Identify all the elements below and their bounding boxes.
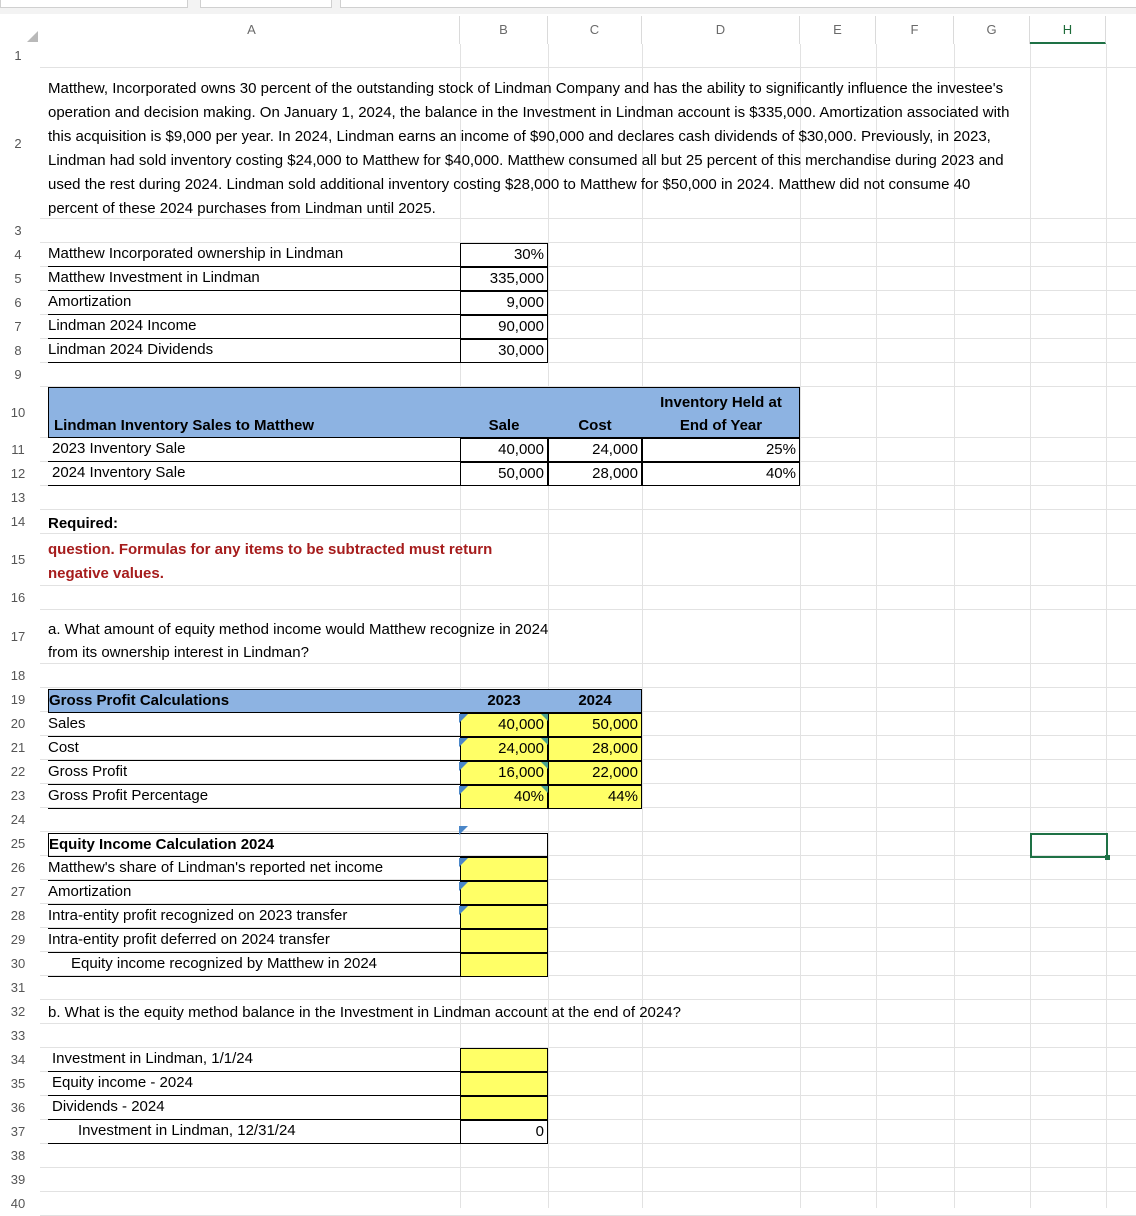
row-header[interactable]: 25 [10,836,26,851]
row-header[interactable]: 27 [10,884,26,899]
row-header[interactable]: 19 [10,692,26,707]
equity-table-title: Equity Income Calculation 2024 [49,836,275,853]
row-header[interactable]: 4 [14,247,22,262]
inventory-sale[interactable]: 40,000 [460,438,548,462]
row-header[interactable]: 18 [10,668,26,683]
column-header-f[interactable]: F [876,16,954,44]
equity-row-label: Intra-entity profit deferred on 2024 transfer [48,929,460,953]
column-header-h[interactable]: H [1030,16,1106,44]
fact-label: Lindman 2024 Dividends [48,339,460,363]
gridline [40,609,1136,610]
select-all-corner[interactable] [0,16,40,44]
row-header[interactable]: 20 [10,716,26,731]
instruction-line-1: question. Formulas for any items to be subtracted must return [48,541,493,558]
gp-row-label: Sales [48,713,460,737]
row-header[interactable]: 37 [10,1124,26,1139]
gp-value-2023[interactable]: 40% [460,785,548,809]
investment-value-input[interactable] [460,1072,548,1096]
column-header-g[interactable]: G [954,16,1030,44]
row-header[interactable]: 7 [14,319,22,334]
column-header-e[interactable]: E [800,16,876,44]
fact-value[interactable]: 335,000 [460,267,548,291]
equity-value-input[interactable] [460,905,548,929]
row-header[interactable]: 10 [10,405,26,420]
fact-label: Matthew Investment in Lindman [48,267,460,291]
column-headers [0,16,1136,44]
formula-marker [459,786,468,795]
selected-cell-h25[interactable] [1030,833,1108,858]
worksheet-grid[interactable] [40,44,1136,1208]
instruction-line-2: negative values. [48,565,164,582]
row-header[interactable]: 36 [10,1100,26,1115]
question-b: b. What is the equity method balance in the Investment in Lindman account at the end of 2024? [48,1004,681,1021]
question-a-line-1: a. What amount of equity method income would Matthew recognize in 2024 [48,621,549,638]
row-header[interactable]: 33 [10,1028,26,1043]
row-header[interactable]: 16 [10,590,26,605]
formula-marker [541,762,548,769]
investment-row-label: Investment in Lindman, 1/1/24 [48,1048,460,1072]
row-header[interactable]: 12 [10,466,26,481]
gp-value-2024[interactable]: 28,000 [548,737,642,761]
inventory-held[interactable]: 25% [642,438,800,462]
equity-value-input[interactable] [460,857,548,881]
inventory-table-title: Lindman Inventory Sales to Matthew [54,417,315,434]
inventory-col-held-2: End of Year [679,417,763,434]
equity-row-label: Equity income recognized by Matthew in 2024 [48,953,460,977]
formula-marker [541,786,548,793]
row-header[interactable]: 26 [10,860,26,875]
row-header[interactable]: 11 [11,442,25,457]
gridline [40,1167,1136,1168]
equity-value-input[interactable] [460,953,548,977]
row-header[interactable]: 28 [10,908,26,923]
gp-col-2024: 2024 [578,692,612,709]
gridline [40,687,1136,688]
gp-value-2023[interactable]: 24,000 [460,737,548,761]
fact-label: Lindman 2024 Income [48,315,460,339]
equity-value-input[interactable] [460,881,548,905]
investment-value-input[interactable]: 0 [460,1120,548,1144]
formula-marker [459,882,468,891]
equity-row-label: Intra-entity profit recognized on 2023 transfer [48,905,460,929]
row-header[interactable]: 3 [14,223,22,238]
gp-col-2023: 2023 [487,692,521,709]
inventory-row-label: 2023 Inventory Sale [48,438,460,462]
column-header-d[interactable]: D [642,16,800,44]
gp-row-label: Gross Profit [48,761,460,785]
gridline [40,1191,1136,1192]
gp-row-label: Cost [48,737,460,761]
inventory-cost[interactable]: 24,000 [548,438,642,462]
investment-row-label: Dividends - 2024 [48,1096,460,1120]
gp-value-2024[interactable]: 44% [548,785,642,809]
formula-marker [459,762,468,771]
fact-value[interactable]: 9,000 [460,291,548,315]
investment-value-input[interactable] [460,1048,548,1072]
row-header[interactable]: 5 [14,271,22,286]
formula-controls[interactable] [200,0,332,8]
gp-value-2024[interactable]: 50,000 [548,713,642,737]
fact-value[interactable]: 30,000 [460,339,548,363]
inventory-col-cost: Cost [578,417,612,434]
column-header-c[interactable]: C [548,16,642,44]
row-header[interactable]: 6 [14,295,22,310]
row-header[interactable]: 13 [10,490,26,505]
gp-table-title: Gross Profit Calculations [49,692,230,709]
row-header[interactable]: 31 [10,980,26,995]
row-header[interactable]: 14 [10,514,26,529]
problem-text: Matthew, Incorporated owns 30 percent of the outstanding stock of Lindman Company and has the ability to significantly influence the investee's operation and decision making. On January 1, 2024, the balance in the Investment in Lindman account is $335,000. Amortization associated with this acquisition is $9,000 per year. In 2024, Lindman earns an income of $90,000 and declares cash dividends of $30,000. Previously, in 2023, Lindman had sold inventory costing $24,000 to Matthew for $40,000. Matthew consumed all but 25 percent of this merchandise during 2023 and used the rest during 2024. Lindman sold additional inventory costing $28,000 to Matthew for $50,000 in 2024. Matthew did not consume 40 percent of these 2024 purchases from Lindman until 2025. [48,80,1010,217]
gp-value-2024[interactable]: 22,000 [548,761,642,785]
equity-value-input[interactable] [460,929,548,953]
toolbar-strip [0,0,1136,14]
gp-row-label: Gross Profit Percentage [48,785,460,809]
row-header[interactable]: 39 [10,1172,26,1187]
row-header[interactable]: 17 [10,629,26,644]
row-header[interactable]: 1 [14,48,22,63]
row-header[interactable]: 9 [14,367,22,382]
row-header[interactable]: 29 [10,932,26,947]
row-header[interactable]: 35 [10,1076,26,1091]
row-header[interactable]: 34 [10,1052,26,1067]
inventory-row-label: 2024 Inventory Sale [48,462,460,486]
row-header[interactable]: 15 [10,552,26,567]
name-box[interactable] [0,0,188,8]
gridline [40,509,1136,510]
gp-value-2023[interactable]: 16,000 [460,761,548,785]
inventory-sale[interactable]: 50,000 [460,462,548,486]
column-header-a[interactable]: A [44,16,460,44]
gridline [40,999,1136,1000]
formula-bar[interactable] [340,0,1136,8]
required-label: Required: [48,515,119,532]
fact-label: Matthew Incorporated ownership in Lindman [48,243,460,267]
gridline [40,831,1136,832]
investment-row-label: Equity income - 2024 [48,1072,460,1096]
row-header[interactable]: 30 [10,956,26,971]
formula-marker [541,738,548,745]
investment-value-input[interactable] [460,1096,548,1120]
formula-marker [459,858,468,867]
gp-value-2023[interactable]: 40,000 [460,713,548,737]
gridline [40,533,1136,534]
formula-marker [459,738,468,747]
inventory-col-held-1: Inventory Held at [660,394,782,411]
gridline [40,67,1136,68]
formula-marker [459,906,468,915]
row-header[interactable]: 32 [10,1004,26,1019]
equity-row-label: Matthew's share of Lindman's reported net income [48,857,460,881]
investment-row-label: Investment in Lindman, 12/31/24 [48,1120,460,1144]
column-header-b[interactable]: B [460,16,548,44]
row-header[interactable]: 22 [10,764,26,779]
fact-value[interactable]: 90,000 [460,315,548,339]
row-header[interactable]: 21 [10,740,26,755]
row-header[interactable]: 23 [10,788,26,803]
fact-label: Amortization [48,291,460,315]
row-header[interactable]: 38 [10,1148,26,1163]
row-header[interactable]: 24 [10,812,26,827]
row-header[interactable]: 2 [14,136,22,151]
equity-row-label: Amortization [48,881,460,905]
formula-marker [459,714,468,723]
row-header[interactable]: 8 [14,343,22,358]
inventory-col-sale: Sale [488,417,520,434]
inventory-held[interactable]: 40% [642,462,800,486]
question-a-line-2: from its ownership interest in Lindman? [48,644,309,661]
formula-marker [541,714,548,721]
gridline [40,585,1136,586]
row-header[interactable]: 40 [10,1196,26,1211]
comment-marker [459,826,468,835]
fact-value[interactable]: 30% [460,243,548,267]
inventory-cost[interactable]: 28,000 [548,462,642,486]
row-headers [0,44,40,1211]
